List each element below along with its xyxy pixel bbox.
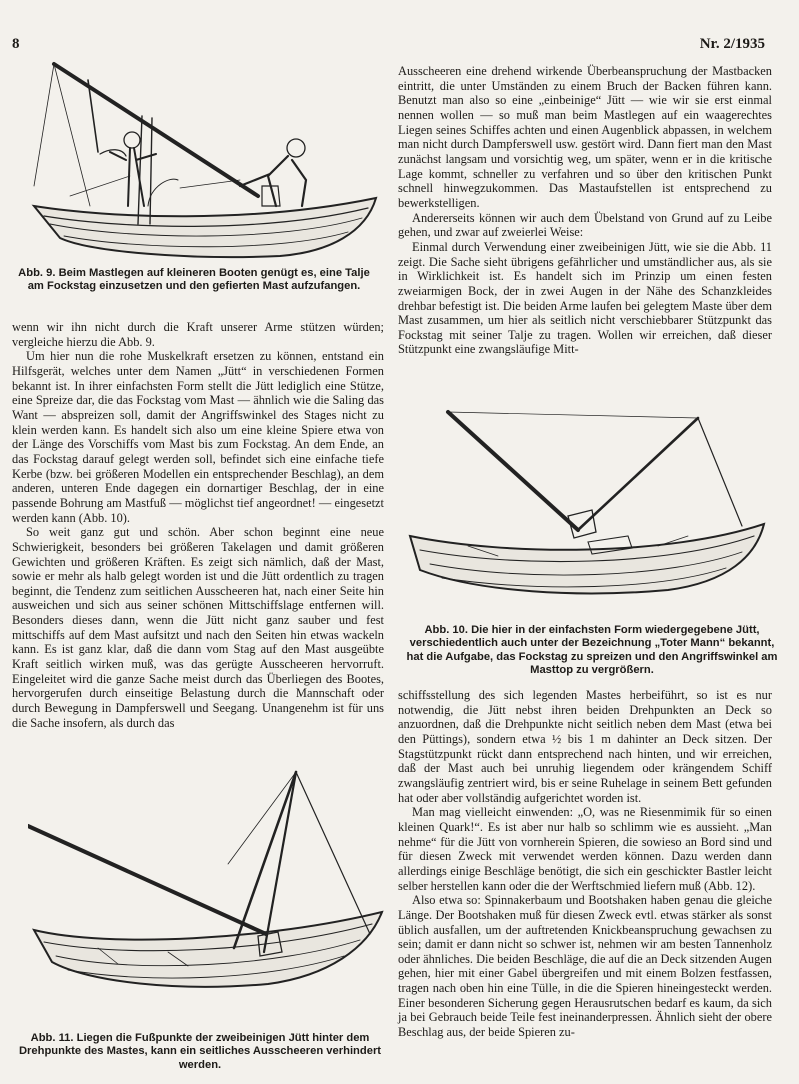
right-column-bottom-text <box>398 688 772 1040</box>
page-number: 8 <box>12 36 20 52</box>
paragraph: Ausscheeren eine drehend wirkende Überbeanspruchung der Mastbacken eintritt, die unter Umständen zu einem Bruch der Backen führen kann. Benutzt man also so eine „einbeinige“ Jütt — wie wir sie erst einmal nennen wollen — so muß man beim Mastlegen auf ein waagerechtes Liegen seines Schiffes achten und einen Augenblick abpassen, in welchem man nicht durch Dampferswell usw. gestört wird. Dann fiert man den Mast zunächst langsam und vorsichtig weg, um später, wenn er in die kritische Lage kommt, schneller zu verfahren und so über den kritischen Punkt schnell hinwegzukommen. Das Mastaufstellen ist entsprechend zu bewerkstelligen. <box>398 64 772 210</box>
figure-10-caption: Abb. 10. Die hier in der einfachsten Form wiedergegebene Jütt, verschiedentlich auch unter der Bezeichnung „Toter Mann“ bekannt, hat die Aufgabe, das Fockstag zu spreizen und den Angriffswinkel am Masttop zu vergrößern. <box>406 624 778 677</box>
two-legged-jutt-drawing <box>28 752 388 1014</box>
paragraph: Um hier nun die rohe Muskelkraft ersetzen zu können, entstand ein Hilfsgerät, welches unter dem Namen „Jütt“ in verschiedenen Formen bekannt ist. In ihrer einfachsten Form stellt die Jütt lediglich eine Stütze, eine Spreize dar, die das Fockstag vom Mast — ähnlich wie die Saling das Want — abspreizen soll, damit der Angriffswinkel des Stages nicht zu klein werden kann. Es handelt sich also um eine kleine Spiere etwa von der Länge des Vorschiffs vom Mast bis zum Fockstag. An dem Ende, an das Fockstag darauf gelegt werden soll, befindet sich eine einfache tiefe Kerbe (bzw. bei größeren Modellen ein entsprechender Beschlag), an dem anderen, unteren Ende dagegen ein dornartiger Beschlag, der in eine passende Bohrung am Mastfuß — möglichst tief angeordnet! — eingesetzt werden kann (Abb. 10). <box>12 349 384 525</box>
figure-10-illustration <box>408 406 768 616</box>
paragraph: Also etwa so: Spinnakerbaum und Bootshaken haben genau die gleiche Länge. Der Bootshaken muß für diesen Zweck evtl. etwas stärker als sonst üblich ausfallen, um der auftretenden Knickbeanspruchung gewachsen zu sein; damit er dann nicht so schwer ist, nehmen wir am besten Tannenholz oder ähnliches. Die beiden Beschläge, die auf die an Deck sitzenden Augen gehen, hier mit einer Gabel übergreifen und mit einem Bolzen festfassen, tragen nach oben hin eine Tülle, in die die Spieren hineingesteckt werden. Einer besonderen Sicherung gegen Herausrutschen bedarf es kaum, da sich ja bei Gebrauch beide Teile fest ineinanderpressen. Ähnlich sieht der obere Beschlag aus, der beide Spieren zu- <box>398 893 772 1040</box>
right-column-top-text <box>398 64 772 357</box>
paragraph: Andererseits können wir auch dem Übelstand von Grund auf zu Leibe gehen, und zwar auf zweierlei Weise: <box>398 210 772 240</box>
paragraph: Man mag vielleicht einwenden: „O, was ne Riesenmimik für so einen kleinen Quark!“. Es ist aber nur halb so schlimm wie es aussieht. „Man nehme“ für die Jütt von vornherein Spieren, die sowieso an Bord sind und für diesen Zweck mit verwendet werden können. Dazu werden dann allerdings einige Beschläge benötigt, die sich ein geschickter Bastler leicht selber herstellen kann oder die der Werftschmied liefern muß (Abb. 12). <box>398 805 772 893</box>
paragraph: Einmal durch Verwendung einer zweibeinigen Jütt, wie sie die Abb. 11 zeigt. Die Sache sieht übrigens gefährlicher und umständlicher aus, als sie in Wirklichkeit ist. Es handelt sich im Prinzip um einen festen zweiarmigen Bock, der in zwei Augen in der Nähe des Schanzkleides drehbar befestigt ist. Die beiden Arme laufen bei gelegtem Maste über dem Mast zusammen, um hier als seitlich nicht verschiebbarer Stützpunkt das Fockstag mit seiner Talje zu tragen. Wollen wir erreichen, daß dieser Stützpunkt eine zwangsläufige Mitt- <box>398 239 772 357</box>
issue-number: Nr. 2/1935 <box>699 36 765 52</box>
figure-11-caption: Abb. 11. Liegen die Fußpunkte der zweibeinigen Jütt hinter dem Drehpunkte des Mastes, kann ein seitliches Ausscheeren verhindert werden. <box>18 1032 382 1071</box>
sailboat-mast-lowering-drawing <box>30 56 382 262</box>
figure-11-illustration <box>28 752 388 1014</box>
figure-9-illustration <box>30 56 382 262</box>
paragraph: wenn wir ihn nicht durch die Kraft unserer Arme stützen würden; vergleiche hierzu die Abb. 9. <box>12 320 384 349</box>
single-jutt-toter-mann-drawing <box>408 406 768 616</box>
paragraph: schiffsstellung des sich legenden Mastes herbeiführt, so ist es nur notwendig, die Jütt nebst ihren beiden Drehpunkten an Deck so anzuordnen, daß die Drehpunkte nicht seitlich neben dem Mast (etwa bei den Püttings), sondern etwa ½ bis 1 m dahinter an Deck sitzen. Der Stagstützpunkt rückt dann entsprechend nach hinten, und wir erreichen, daß der Mast auch bei unruhig liegendem oder krängendem Schiff zwangsläufig zentriert wird, bis er seine Ruhelage in seinem Bett gefunden hat oder aber vollständig aufgerichtet worden ist. <box>398 688 772 805</box>
left-column-text <box>12 320 384 730</box>
figure-9-caption: Abb. 9. Beim Mastlegen auf kleineren Booten genügt es, eine Talje am Fockstag einzusetzen und den gefierten Mast aufzufangen. <box>18 267 370 293</box>
paragraph: So weit ganz gut und schön. Aber schon beginnt eine neue Schwierigkeit, besonders bei größeren Takelagen und damit größeren Gewichten und größeren Kräften. Es zeigt sich nämlich, daß der Mast, sowie er mehr als halb gelegt worden ist und die Jütt ordentlich zu tragen beginnt, die Tendenz zum seitlichen Ausscheeren hat, nach einer Seite hin ausweichen und sich aus seiner schönen Mittschiffslage entfernen will. Besonders dieses dann, wenn die Jütt nicht ganz sauber und fest mittschiffs auf dem Mast aufsitzt und nach den Seiten hin etwas wackeln kann. Es ist ganz klar, daß die dann vom Stag auf den Mast ausgeübte Kraft seitlich wirken muß, was das gerügte Ausscheeren hervorruft. Eingeleitet wird die ganze Sache meist durch das Überliegen des Bootes, hervorgerufen durch einseitige Belastung durch die Mannschaft oder durch Bewegung in Dampferswell und Seegang. Unangenehm ist für uns die Sache insofern, als durch das <box>12 525 384 730</box>
